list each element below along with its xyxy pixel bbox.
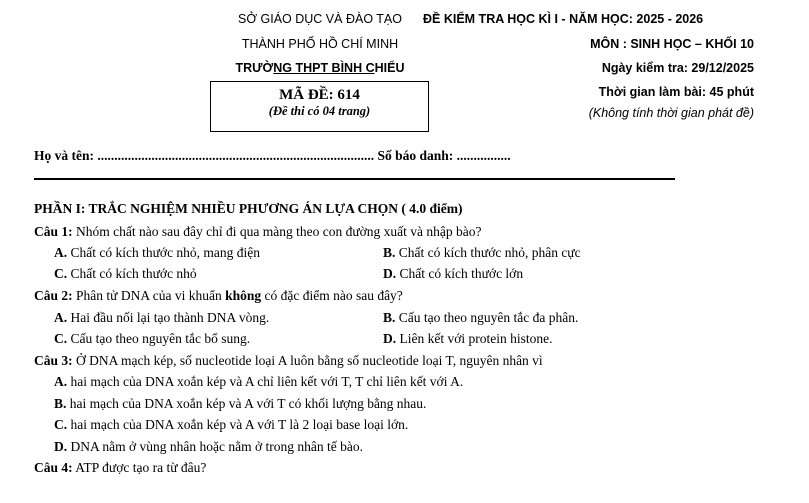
q1-option-b: B. Chất có kích thước nhỏ, phân cực	[383, 245, 581, 260]
exam-code-box	[210, 81, 429, 132]
q2-option-b: B. Cấu tạo theo nguyên tắc đa phân.	[383, 310, 579, 325]
q1-option-d: D. Chất có kích thước lớn	[383, 266, 524, 281]
exam-title: ĐỀ KIỂM TRA HỌC KÌ I - NĂM HỌC: 2025 - 2026	[423, 12, 704, 26]
exam-duration: Thời gian làm bài: 45 phút	[598, 85, 754, 99]
duration-note: (Không tính thời gian phát đề)	[588, 106, 754, 120]
page-count-note: (Đề thi có 04 trang)	[268, 104, 371, 118]
q3-option-d: D. DNA nằm ở vùng nhân hoặc nằm ở trong nhân tế bào.	[54, 439, 363, 454]
school-name: TRƯỜNG THPT BÌNH CHIỂU	[235, 61, 405, 75]
exam-code: MÃ ĐỀ: 614	[279, 87, 360, 103]
student-id-label: Số báo danh: ................	[374, 148, 511, 163]
q2-option-c: C. Cấu tạo theo nguyên tắc bổ sung.	[54, 331, 251, 346]
q1-option-c: C. Chất có kích thước nhỏ	[54, 266, 197, 281]
question-4: Câu 4: ATP được tạo ra từ đâu?	[34, 460, 207, 475]
student-name-label: Họ và tên: ..................................................................................	[34, 148, 375, 163]
section-title: PHẦN I: TRẮC NGHIỆM NHIỀU PHƯƠNG ÁN LỰA CHỌN ( 4.0 điểm)	[34, 201, 463, 216]
q1-option-a: A. Chất có kích thước nhỏ, mang điện	[54, 245, 261, 260]
exam-date: Ngày kiểm tra: 29/12/2025	[601, 61, 754, 75]
subject-line: MÔN : SINH HỌC – KHỐI 10	[590, 37, 754, 51]
question-3: Câu 3: Ở DNA mạch kép, số nucleotide loại A luôn bằng số nucleotide loại T, nguyên nhân vì	[34, 353, 543, 368]
question-1: Câu 1: Nhóm chất nào sau đây chỉ đi qua màng theo con đường xuất và nhập bào?	[34, 224, 482, 239]
q3-option-c: C. hai mạch của DNA xoắn kép và A với T là 2 loại base loại lớn.	[54, 417, 409, 432]
question-2: Câu 2: Phân tử DNA của vi khuẩn không có đặc điểm nào sau đây?	[34, 288, 403, 303]
q3-option-b: B. hai mạch của DNA xoắn kép và A với T có khối lượng bằng nhau.	[54, 396, 427, 411]
city-name: THÀNH PHỐ HỒ CHÍ MINH	[241, 37, 399, 51]
q2-option-d: D. Liên kết với protein histone.	[383, 331, 553, 346]
divider	[34, 178, 675, 180]
student-info-line	[34, 148, 511, 164]
q3-option-a: A. hai mạch của DNA xoắn kép và A chỉ liên kết với T, T chỉ liên kết với A.	[54, 374, 464, 389]
department-name: SỞ GIÁO DỤC VÀ ĐÀO TẠO	[238, 12, 402, 26]
q2-option-a: A. Hai đầu nối lại tạo thành DNA vòng.	[54, 310, 270, 325]
